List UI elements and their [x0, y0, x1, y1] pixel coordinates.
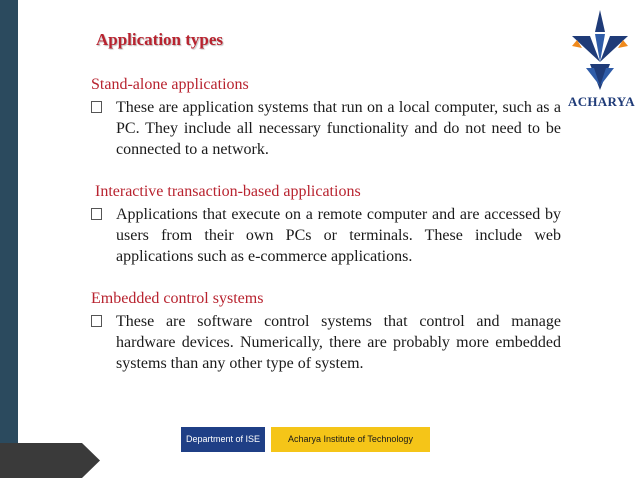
slide-title: Application types [96, 30, 224, 49]
bullet-text: Applications that execute on a remote computer and are accessed by users from their own PCs or terminals. These include web applications such as e-commerce applications. [116, 206, 561, 265]
bullet-item [91, 311, 561, 374]
section-stand-alone [91, 75, 561, 160]
section-interactive-transaction [91, 182, 561, 267]
bullet-item [91, 204, 561, 267]
logo-text: ACHARYA [568, 94, 635, 109]
acharya-logo [568, 8, 635, 120]
acharya-logo-icon [568, 8, 632, 94]
footer-department: Department of ISE [181, 427, 265, 452]
section-embedded-control [91, 289, 561, 374]
bullet-text: These are software control systems that control and manage hardware devices. Numerically, there are probably more embedded systems than any other type of system. [116, 313, 561, 372]
bullet-text: These are application systems that run on a local computer, such as a PC. They include all necessary functionality and do not need to be connected to a network. [116, 99, 561, 158]
bottom-arrow-tab [0, 443, 100, 478]
bullet-box-icon [91, 315, 102, 327]
bullet-box-icon [91, 208, 102, 220]
section-heading: Interactive transaction-based applications [95, 183, 361, 200]
footer-institute: Acharya Institute of Technology [271, 427, 430, 452]
bullet-box-icon [91, 101, 102, 113]
left-accent-bar [0, 0, 18, 478]
section-heading: Stand-alone applications [91, 76, 249, 93]
section-heading: Embedded control systems [91, 290, 264, 307]
bullet-item [91, 97, 561, 160]
